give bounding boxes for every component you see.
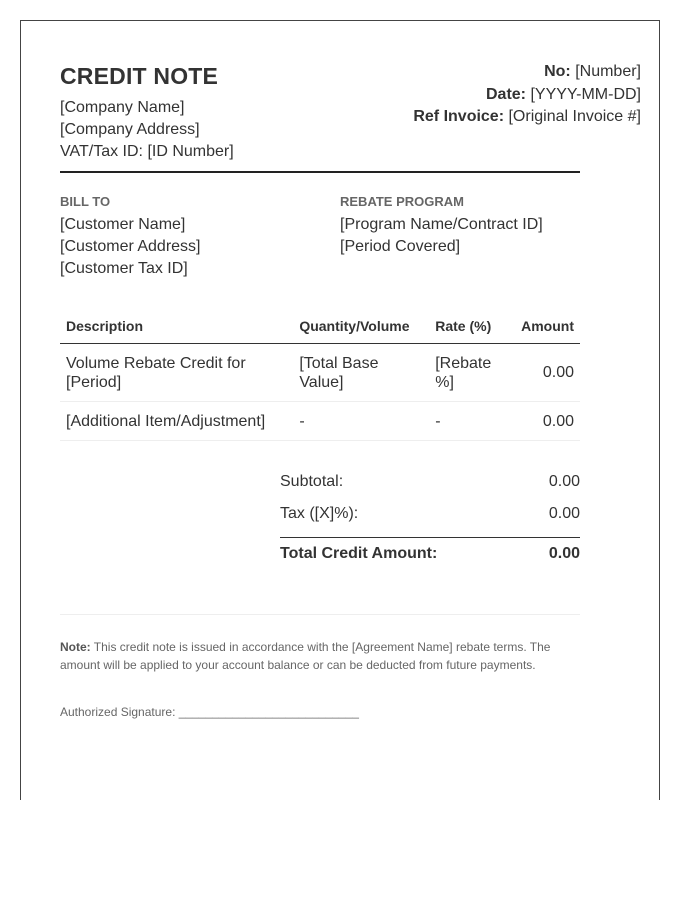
row-amount: 0.00 [515, 402, 580, 441]
customer-name: [Customer Name] [60, 216, 186, 233]
meta-date-label: Date: [486, 85, 527, 103]
meta-date-value: [YYYY-MM-DD] [530, 85, 641, 103]
tax-value: 0.00 [548, 505, 580, 522]
row-rate: [Rebate %] [429, 344, 515, 402]
total-credit-value: 0.00 [548, 544, 580, 562]
note-text: This credit note is issued in accordance with the [Agreement Name] rebate terms. The amount will be applied to your account balance or can be deducted from future payments. [60, 640, 551, 672]
row-quantity: [Total Base Value] [293, 344, 429, 402]
signature-label: Authorized Signature: [60, 705, 176, 719]
tax-row [280, 498, 580, 530]
total-credit-row [280, 537, 580, 569]
header-divider [60, 171, 580, 173]
document-meta [413, 61, 641, 129]
row-description: [Additional Item/Adjustment] [60, 402, 293, 441]
table-row [60, 402, 580, 441]
customer-tax-id: [Customer Tax ID] [60, 260, 188, 277]
line-items-table [60, 310, 580, 441]
customer-address: [Customer Address] [60, 238, 201, 255]
total-credit-label: Total Credit Amount: [280, 544, 438, 562]
company-vat [60, 141, 234, 163]
meta-number-label: No: [544, 63, 571, 80]
row-description: Volume Rebate Credit for [Period] [60, 344, 293, 402]
tax-label: Tax ([X]%): [280, 505, 359, 522]
meta-number [413, 61, 641, 84]
signature-line [60, 705, 359, 719]
subtotal-label: Subtotal: [280, 473, 344, 490]
signature-blank: ___________________________ [178, 705, 359, 719]
table-row [60, 344, 580, 402]
period-covered: [Period Covered] [340, 238, 461, 255]
program-name: [Program Name/Contract ID] [340, 216, 543, 233]
meta-ref-label: Ref Invoice: [413, 108, 505, 125]
subtotal-row [280, 466, 580, 498]
company-name: [Company Name] [60, 99, 185, 116]
row-rate: - [429, 402, 515, 441]
column-header-description: Description [60, 310, 293, 344]
company-block [60, 97, 234, 163]
table-header-row [60, 310, 580, 344]
company-address: [Company Address] [60, 121, 200, 138]
vat-label: VAT/Tax ID: [60, 143, 143, 160]
meta-ref-invoice [413, 106, 641, 129]
subtotal-value: 0.00 [548, 473, 580, 490]
meta-ref-value: [Original Invoice #] [508, 108, 641, 125]
row-amount: 0.00 [515, 344, 580, 402]
rebate-program-section [340, 194, 543, 258]
rebate-program-label: REBATE PROGRAM [340, 194, 464, 209]
vat-value: [ID Number] [147, 143, 234, 160]
note-label: Note: [60, 640, 91, 654]
row-quantity: - [293, 402, 429, 441]
meta-date [413, 84, 641, 107]
footer-divider [60, 614, 580, 615]
footer-note [60, 638, 580, 674]
column-header-amount: Amount [515, 310, 580, 344]
bill-to-section [60, 194, 201, 280]
column-header-quantity: Quantity/Volume [293, 310, 429, 344]
meta-number-value: [Number] [575, 63, 641, 80]
totals-block [280, 466, 580, 569]
bill-to-label: BILL TO [60, 194, 111, 209]
column-header-rate: Rate (%) [429, 310, 515, 344]
document-title: CREDIT NOTE [60, 63, 219, 89]
